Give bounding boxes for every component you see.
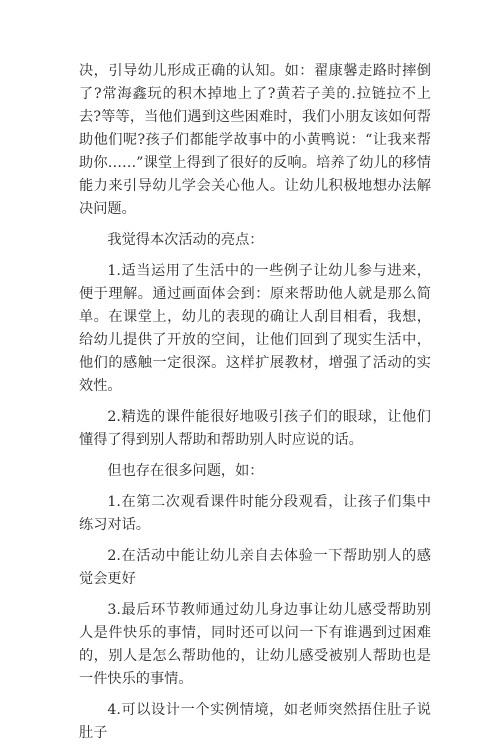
paragraph-problems-heading: 但也存在很多问题，如： [107,463,264,479]
paragraph-continuation: 决，引导幼儿形成正确的认知。如：翟康馨走路时摔倒了?常海鑫玩的积木掉地上了?黄若子美的.拉链拉不上去?等等，当他们遇到这些困难时，我们小朋友该如何帮助他们呢?孩子们都能学故事中的小黄鸭说：“让我来帮助你……”课堂上得到了很好的反响。培养了幼儿的移情能力来引导幼儿学会关心他人。让幼儿积极地想办法解决问题。 [79,63,431,217]
paragraph-problem-3: 3.最后环节教师通过幼儿身边事让幼儿感受帮助别人是件快乐的事情，同时还可以问一下有谁遇到过困难的，别人是怎么帮助他的，让幼儿感受被别人帮助也是一件快乐的事情。 [79,602,431,687]
paragraph-highlight-2: 2.精选的课件能很好地吸引孩子们的眼球，让他们懂得了得到别人帮助和帮助别人时应说的话。 [79,409,431,448]
paragraph-problem-4: 4.可以设计一个实例情境，如老师突然捂住肚子说肚子 [79,702,431,741]
document-body [79,60,431,753]
paragraph-problem-2: 2.在活动中能让幼儿亲自去体验一下帮助别人的感觉会更好 [79,548,431,587]
paragraph-problem-1: 1.在第二次观看课件时能分段观看，让孩子们集中练习对话。 [79,494,431,533]
paragraph-highlight-1: 1.适当运用了生活中的一些例子让幼儿参与进来，便于理解。通过画面体会到：原来帮助他人就是那么简单。在课堂上，幼儿的表现的确让人刮目相看，我想，给幼儿提供了开放的空间，让他们回到了现实生活中，他们的感触一定很深。这样扩展教材，增强了活动的实效性。 [79,263,431,394]
paragraph-highlights-heading: 我觉得本次活动的亮点： [107,232,264,248]
